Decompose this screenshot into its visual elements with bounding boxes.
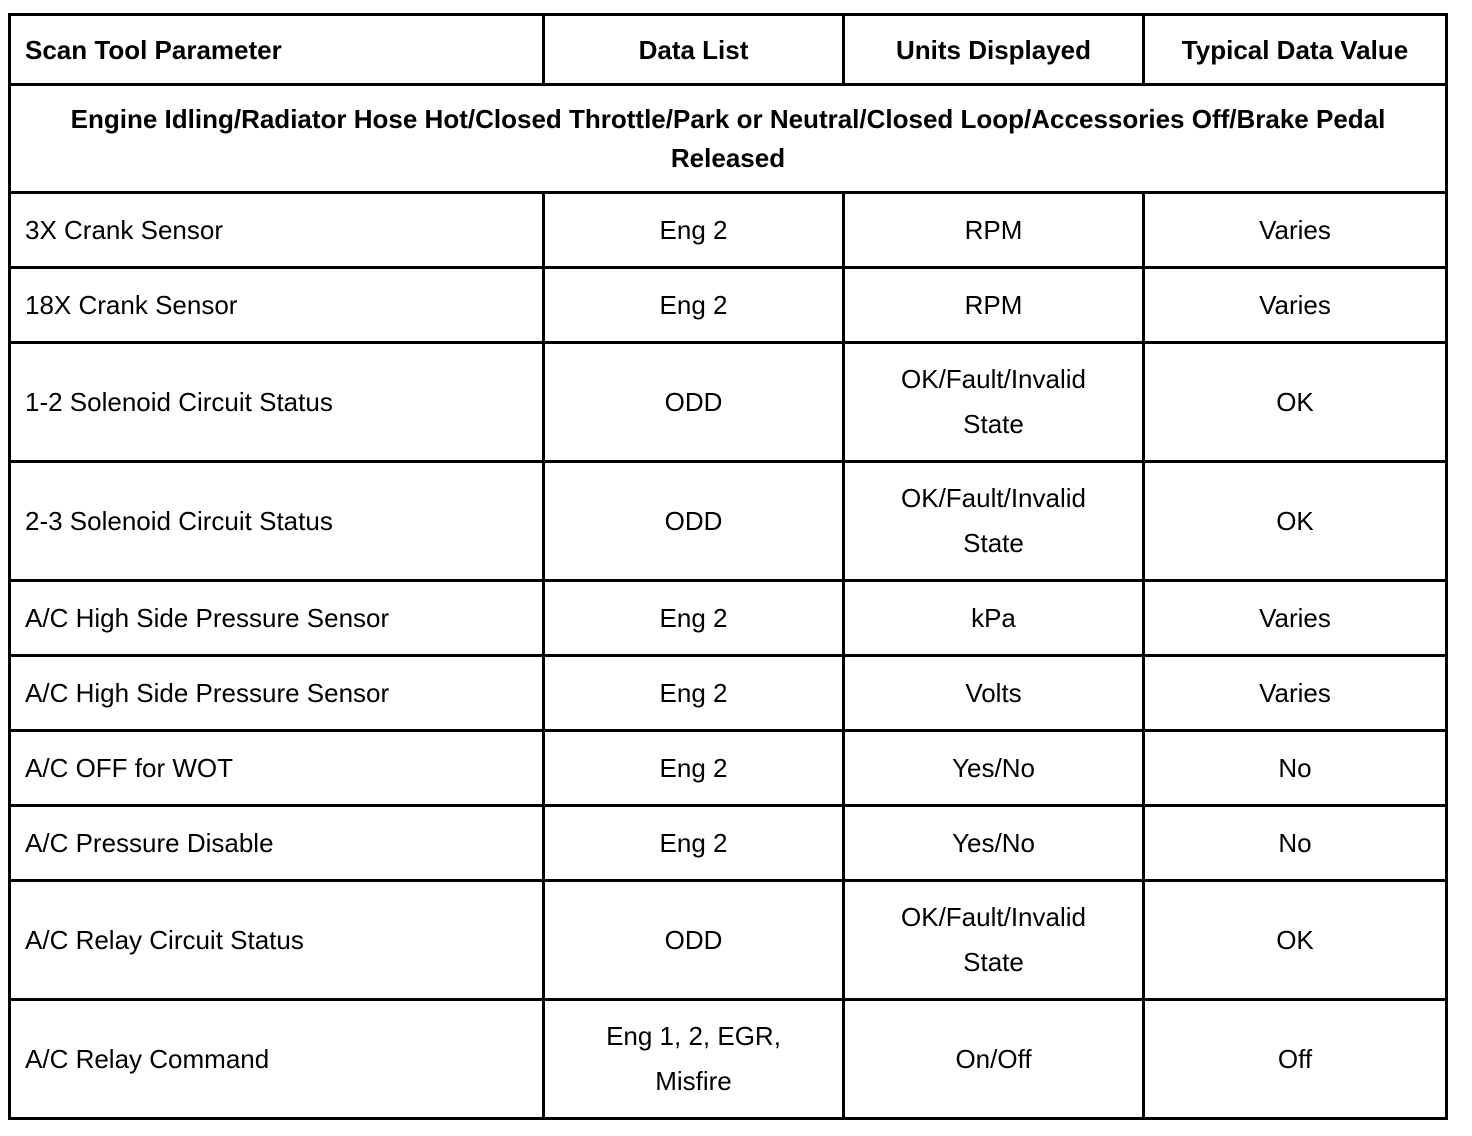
- header-data-list: Data List: [544, 15, 844, 85]
- parameter-cell: A/C Relay Circuit Status: [10, 881, 544, 1000]
- units-cell: Volts: [844, 656, 1144, 731]
- header-typical-data-value: Typical Data Value: [1144, 15, 1447, 85]
- table-row: [10, 462, 1447, 581]
- parameter-cell: A/C Pressure Disable: [10, 806, 544, 881]
- parameter-cell: 2-3 Solenoid Circuit Status: [10, 462, 544, 581]
- table-row: [10, 581, 1447, 656]
- parameter-cell: A/C OFF for WOT: [10, 731, 544, 806]
- condition-row: [10, 85, 1447, 193]
- table-row: [10, 343, 1447, 462]
- data-list-cell: Eng 2: [544, 731, 844, 806]
- units-cell: RPM: [844, 193, 1144, 268]
- header-scan-tool-parameter: Scan Tool Parameter: [10, 15, 544, 85]
- typical-value-cell: No: [1144, 806, 1447, 881]
- parameter-cell: A/C Relay Command: [10, 1000, 544, 1119]
- parameter-cell: 1-2 Solenoid Circuit Status: [10, 343, 544, 462]
- data-list-cell: Eng 2: [544, 193, 844, 268]
- units-cell: kPa: [844, 581, 1144, 656]
- parameter-cell: 18X Crank Sensor: [10, 268, 544, 343]
- units-text: OK/Fault/Invalid State: [901, 364, 1086, 439]
- operating-condition: Engine Idling/Radiator Hose Hot/Closed Throttle/Park or Neutral/Closed Loop/Accessories Off/Brake Pedal Released: [10, 85, 1447, 193]
- typical-value-cell: Varies: [1144, 581, 1447, 656]
- parameter-cell: A/C High Side Pressure Sensor: [10, 581, 544, 656]
- table-row: [10, 1000, 1447, 1119]
- table-row: [10, 881, 1447, 1000]
- units-cell: Yes/No: [844, 731, 1144, 806]
- table-row: [10, 656, 1447, 731]
- data-list-cell: Eng 2: [544, 581, 844, 656]
- data-list-text: Eng 1, 2, EGR, Misfire: [606, 1021, 781, 1096]
- data-list-cell: ODD: [544, 462, 844, 581]
- typical-value-cell: OK: [1144, 881, 1447, 1000]
- header-units-displayed: Units Displayed: [844, 15, 1144, 85]
- units-cell: [844, 343, 1144, 462]
- units-cell: [844, 881, 1144, 1000]
- units-text: OK/Fault/Invalid State: [901, 902, 1086, 977]
- typical-value-cell: Varies: [1144, 268, 1447, 343]
- units-cell: RPM: [844, 268, 1144, 343]
- data-list-cell: Eng 2: [544, 806, 844, 881]
- typical-value-cell: Varies: [1144, 656, 1447, 731]
- data-list-cell: Eng 2: [544, 268, 844, 343]
- table-row: [10, 806, 1447, 881]
- units-cell: [844, 462, 1144, 581]
- typical-value-cell: Off: [1144, 1000, 1447, 1119]
- parameter-cell: A/C High Side Pressure Sensor: [10, 656, 544, 731]
- data-list-cell: [544, 1000, 844, 1119]
- parameter-cell: 3X Crank Sensor: [10, 193, 544, 268]
- table-row: [10, 268, 1447, 343]
- header-row: [10, 15, 1447, 85]
- typical-value-cell: Varies: [1144, 193, 1447, 268]
- units-cell: Yes/No: [844, 806, 1144, 881]
- table-row: [10, 193, 1447, 268]
- typical-value-cell: OK: [1144, 343, 1447, 462]
- data-list-cell: ODD: [544, 881, 844, 1000]
- typical-value-cell: OK: [1144, 462, 1447, 581]
- data-list-cell: ODD: [544, 343, 844, 462]
- units-text: OK/Fault/Invalid State: [901, 483, 1086, 558]
- typical-value-cell: No: [1144, 731, 1447, 806]
- data-list-cell: Eng 2: [544, 656, 844, 731]
- table-row: [10, 731, 1447, 806]
- scan-tool-data-table: [8, 13, 1448, 1120]
- units-cell: On/Off: [844, 1000, 1144, 1119]
